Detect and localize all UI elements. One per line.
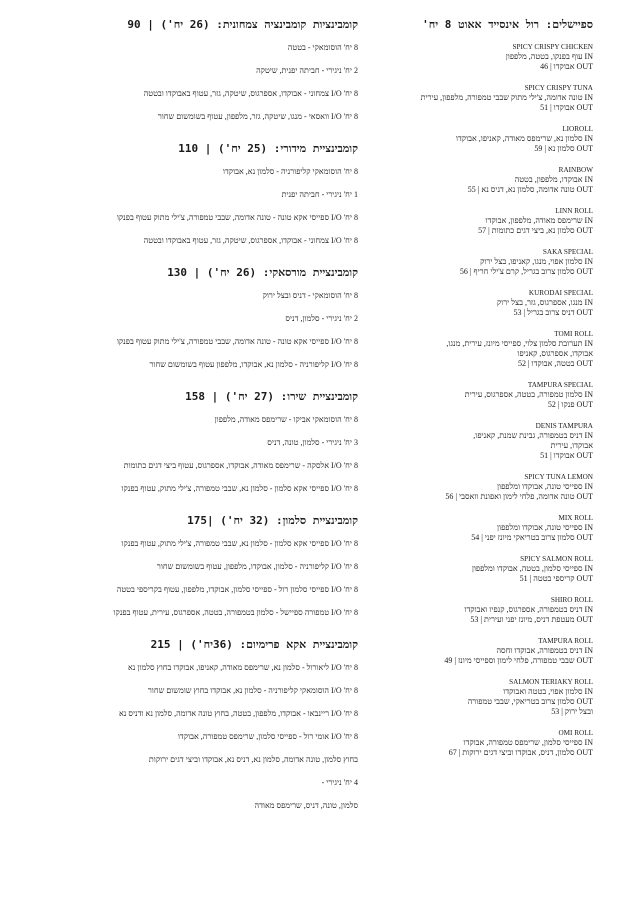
special-item-line: ובצל ירוק | 53 xyxy=(551,707,593,716)
combo-line: 4 יח' ניגירי - xyxy=(321,778,358,787)
special-item-line: OUT קריספי בטטה | 51 xyxy=(519,574,593,583)
combo-line: 8 יח' הוסומאקי קליפורניה - סלמון נא, אבוקדו xyxy=(222,167,358,176)
special-item-line: אבוקדו, אספרגוס, קאניפו xyxy=(517,349,593,358)
special-item xyxy=(368,84,593,113)
combo-line: סלמון, טונה, דניס, שרימפס מאודה xyxy=(254,801,358,810)
special-item-name: KURODAI SPECIAL xyxy=(528,289,593,297)
special-item-name: SALMON TERIAKY ROLL xyxy=(509,678,593,686)
specials-column xyxy=(368,18,593,770)
special-item-line: OUT טונה אדומה, פלחי לימון ואפונת וואסבי | 56 xyxy=(445,492,593,501)
combo-title: קומבינציית שירו: (27 יח') | 158 xyxy=(185,390,358,403)
special-item xyxy=(368,637,593,666)
combo-section xyxy=(38,390,358,494)
special-item-line: OUT סלמון צרוב בגריל, קרם צ'ילי חריף | 56 xyxy=(459,267,593,276)
special-item-name: TOMI ROLL xyxy=(554,330,593,338)
special-item-name: TAMPURA ROLL xyxy=(538,637,593,645)
combo-line: 8 יח' הוסומאקי - דניס ובצל ירוק xyxy=(262,291,358,300)
special-item-name: DENIS TAMPURA xyxy=(535,422,593,430)
combo-title: קומבינציות קומבינציה צמחונית: (26 יח') | 90 xyxy=(127,18,358,31)
special-item xyxy=(368,125,593,154)
special-item-line: IN דניס בטמפורה, אספרגוס, קנפיו ואבוקדו xyxy=(464,605,593,614)
special-item-line: IN סלמון אפוי, מנגו, קאניפו, בצל ירוק xyxy=(480,257,593,266)
special-item-line: IN סלמון נא, שרימפס מאודה, קאניפו, אבוקדו xyxy=(455,134,593,143)
combo-section xyxy=(38,18,358,122)
special-item xyxy=(368,207,593,236)
special-item-line: OUT שבבי טמפורה, פלחי לימון וספייסי מיונז | 49 xyxy=(444,656,593,665)
special-item-line: IN תערובת סלמון צלוי, ספייסי מיונז, עירית, מנגו, xyxy=(446,339,593,348)
combo-section xyxy=(38,266,358,370)
special-item-name: SPICY CRISPY CHICKEN xyxy=(512,43,593,51)
special-item xyxy=(368,729,593,758)
special-item-line: OUT מעטפת דניס, מיונז יפני ועירית | 53 xyxy=(470,615,593,624)
special-item-line: IN ספייסי טונה, אבוקדו ומלפפון xyxy=(497,523,593,532)
combo-line: 8 יח' I/O ספייסי אקא טונה - טונה אדומה, שבבי טמפורה, צ'ילי מתוק עטוף בפנקו xyxy=(116,213,358,222)
special-item-line: IN ספייסי טונה, אבוקדו ומלפפון xyxy=(497,482,593,491)
special-item-line: אבוקדו, עירית xyxy=(550,441,593,450)
combo-line: בחוץ סלמון, טונה אדומה, סלמון נא, דניס נא, אבוקדו וביצי דגים ירוקות xyxy=(148,755,358,764)
special-item-line: IN מנגו, אספרגוס, גזר, בצל ירוק xyxy=(496,298,593,307)
special-item-name: LIOROLL xyxy=(562,125,593,133)
special-item-name: RAINBOW xyxy=(558,166,593,174)
special-item-line: OUT סלמון נא, ביצי דגים כתומות | 57 xyxy=(478,226,593,235)
combo-line: 8 יח' I/O ספייסי אקא טונה - טונה אדומה, שבבי טמפורה, צ'ילי מתוק עטוף בפנקו xyxy=(116,337,358,346)
combo-line: 8 יח' I/O הוסומאקי קליפורניה - סלמון נא, אבוקדו בחוץ שומשום שחור xyxy=(147,686,358,695)
special-item xyxy=(368,330,593,369)
combo-line: 3 יח' ניגירי - סלמון, טונה, דניס xyxy=(267,438,358,447)
combo-line: 8 יח' I/O קליפורניה - סלמון, אבוקדו, מלפפון, עטוף בשומשום שחור xyxy=(156,562,358,571)
special-item xyxy=(368,289,593,318)
special-item-name: SPICY SALMON ROLL xyxy=(520,555,593,563)
combo-line: 8 יח' I/O ליאורול - סלמון נא, שרימפס מאודה, קאניפו, אבוקדו בחוץ סלמון נא xyxy=(128,663,358,672)
combo-line: 8 יח' I/O צמחוני - אבוקדו, אספרגוס, שיטקה, גזר, עטוף באבוקדו ובטטה xyxy=(143,89,358,98)
special-item xyxy=(368,473,593,502)
special-item-name: OMI ROLL xyxy=(558,729,593,737)
combo-line: 8 יח' I/O ריינבאו - אבוקדו, מלפפון, בטטה, בחוץ טונה אדומה, סלמון נא ודניס נא xyxy=(119,709,358,718)
special-item xyxy=(368,381,593,410)
special-item xyxy=(368,166,593,195)
combo-section xyxy=(38,638,358,811)
combo-line: 8 יח' הוסומאקי - בטטה xyxy=(287,43,358,52)
combo-line: 8 יח' הוסומאקי אביקו - שרימפס מאודה, מלפפון xyxy=(214,415,358,424)
special-item-line: OUT טונה אדומה, סלמון נא, דניס נא | 55 xyxy=(467,185,593,194)
combo-line: 8 יח' I/O ספייסי אקא סלמון - סלמון נא, שבבי טמפורה, צ'ילי מתוק, עטוף בפנקו xyxy=(121,539,358,548)
combo-line: 2 יח' ניגירי - סלמון, דניס xyxy=(285,314,358,323)
special-item-line: OUT אבוקדו | 46 xyxy=(540,62,593,71)
combo-line: 2 יח' ניגירי - חביתה יפנית, שיטקה xyxy=(256,66,358,75)
special-item-name: MIX ROLL xyxy=(558,514,593,522)
special-item-line: IN דניס בטמפורה, אבוקדו וחסה xyxy=(496,646,593,655)
special-item-line: OUT אבוקדו | 51 xyxy=(540,451,593,460)
special-item-line: OUT סלמון צרוב בטריאקי מיונז יפני | 54 xyxy=(471,533,593,542)
special-item-name: SAKA SPECIAL xyxy=(542,248,593,256)
special-item-name: SPICY TUNA LEMON xyxy=(524,473,593,481)
special-item-line: OUT סלמון צרוב בטריאקי, שבבי טמפורה xyxy=(467,697,593,706)
special-item-line: OUT סלמון, דניס, אבוקדו וביצי דגים ירוקות | 67 xyxy=(448,748,593,757)
combo-line: 8 יח' I/O אומי רול - ספייסי סלמון, שרימפס טמפורה, אבוקדו xyxy=(177,732,358,741)
special-item-name: TAMPURA SPECIAL xyxy=(527,381,593,389)
special-item-name: SHIRO ROLL xyxy=(550,596,593,604)
combo-line: 8 יח' I/O אלסקה - שרימפס מאודה, אבוקדו, אספרגוס, עטוף ביצי דגים כתומות xyxy=(123,461,358,470)
special-item-line: IN ספייסי סלמון, שרימפס טמפורה, אבוקדו xyxy=(463,738,593,747)
special-item-name: LINN ROLL xyxy=(555,207,593,215)
special-item-line: IN סלמון אפוי, בטטה ואבוקדו xyxy=(503,687,593,696)
special-item-line: IN טונה אדומה, צ'ילי מתוק שבבי טמפורה, מלפפון, עירית xyxy=(420,93,593,102)
special-item-line: OUT פנקו | 52 xyxy=(547,400,593,409)
combo-section xyxy=(38,142,358,246)
combo-line: 8 יח' I/O טמפורה ספיישל - סלמון בטמפורה, בטטה, אספרגוס, עירית, עטוף בפנקו xyxy=(113,608,358,617)
special-item-line: OUT סלמון נא | 59 xyxy=(534,144,593,153)
special-item-line: IN דניס בטמפורה, גבינת שמנת, קאניפו, xyxy=(473,431,593,440)
specials-list xyxy=(368,43,593,758)
combo-title: קומבינציית אקא פרימיום: (36יח') | 215 xyxy=(150,638,358,651)
special-item-line: IN ספייסי סלמון, בטטה, אבוקדו ומלפפון xyxy=(471,564,593,573)
special-item-line: IN עוף בפנקו, בטטה, מלפפון xyxy=(505,52,593,61)
combo-line: 8 יח' I/O צמחוני - אבוקדו, אספרגוס, שיטקה, גזר, עטוף באבוקדו ובטטה xyxy=(143,236,358,245)
special-item-line: IN שרימפס מאודה, מלפפון, אבוקדו xyxy=(485,216,593,225)
combo-title: קומבינציית מידורי: (25 יח') | 110 xyxy=(178,142,358,155)
special-item-line: IN אבוקדו, מלפפון, בטטה xyxy=(514,175,593,184)
special-item xyxy=(368,43,593,72)
combo-line: 1 יח' ניגירי - חביתה יפנית xyxy=(281,190,358,199)
special-item xyxy=(368,248,593,277)
special-item-line: OUT אבוקדו | 51 xyxy=(540,103,593,112)
combo-title: קומבינציית מורסאקי: (26 יח') | 130 xyxy=(167,266,358,279)
special-item xyxy=(368,422,593,461)
combinations-column xyxy=(38,18,358,831)
special-item xyxy=(368,678,593,717)
special-item xyxy=(368,514,593,543)
combo-title: קומבינציית סלמון: (32 יח') |175 xyxy=(187,514,358,527)
special-item-line: OUT בטטה, אבוקדו | 52 xyxy=(517,359,593,368)
special-item xyxy=(368,596,593,625)
combo-line: 8 יח' I/O וואסאי - מנגו, שיטקה, גזר, מלפפון, עטוף בשומשום שחור xyxy=(157,112,358,121)
special-item-line: OUT דניס צרוב בגריל | 53 xyxy=(513,308,593,317)
combo-line: 8 יח' I/O קליפורניה - סלמון נא, אבוקדו, מלפפון עטוף בשומשום שחור xyxy=(149,360,358,369)
special-item-line: IN סלמון טמפורה, בטטה, אספרגוס, עירית xyxy=(464,390,593,399)
combo-section xyxy=(38,514,358,618)
special-item-name: SPICY CRISPY TUNA xyxy=(524,84,593,92)
combo-line: 8 יח' I/O ספייסי סלמון רול - ספייסי סלמון, אבוקדו, מלפפון, עטוף בקריספי בטטה xyxy=(116,585,358,594)
special-item xyxy=(368,555,593,584)
specials-title: ספיישלים: רול אינסייד אאוט 8 יח' xyxy=(422,18,593,31)
combo-line: 8 יח' I/O ספייסי אקא סלמון - סלמון נא, שבבי טמפורה, צ'ילי מתוק, עטוף בפנקו xyxy=(121,484,358,493)
